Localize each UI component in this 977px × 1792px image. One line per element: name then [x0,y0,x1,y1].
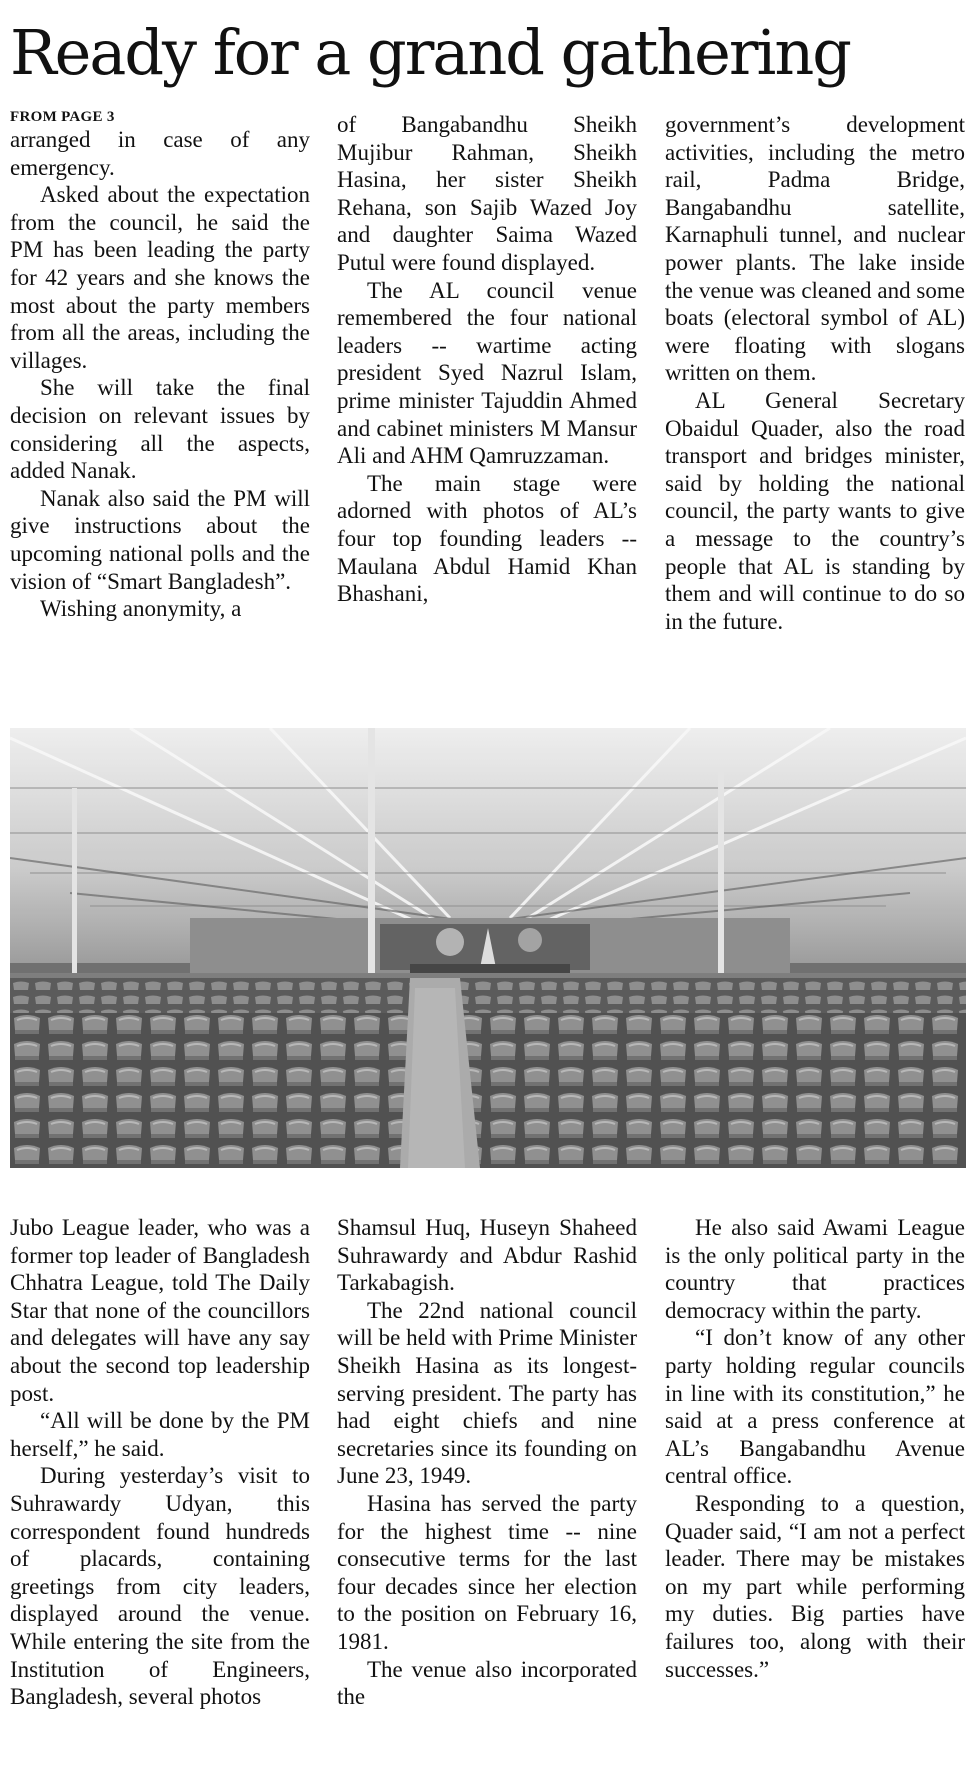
article-column-4 [10,1214,310,1711]
venue-photo-image [10,728,966,1168]
paragraph: Responding to a question, Quader said, “I am not a perfect leader. There may be mistakes on my part while performing my duties. Big parties have failures too, along with their successes.” [665,1490,965,1682]
paragraph: Shamsul Huq, Huseyn Shaheed Suhrawardy and Abdur Rashid Tarkabagish. [337,1215,637,1296]
paragraph: Nanak also said the PM will give instructions about the upcoming national polls and the vision of “Smart Bangladesh”. [10,485,310,594]
paragraph: He also said Awami League is the only political party in the country that practices democracy within the party. [665,1215,965,1323]
paragraph: The AL council venue remembered the four national leaders -- wartime acting president Syed Nazrul Islam, prime minister Tajuddin Ahmed and cabinet ministers M Mansur Ali and AHM Qamruzzaman. [337,277,637,469]
paragraph: The main stage were adorned with photos of AL’s four top founding leaders -- Maulana Abdul Hamid Khan Bhashani, [337,470,637,607]
paragraph: of Bangabandhu Sheikh Mujibur Rahman, Sheikh Hasina, her sister Sheikh Rehana, son Sajib Wazed Joy and daughter Saima Wazed Putul were found displayed. [337,112,637,275]
paragraph: The 22nd national council will be held with Prime Minister Sheikh Hasina as its longest-serving president. The party has had eight chiefs and nine secretaries since its founding on June 23, 1949. [337,1297,637,1489]
paragraph: “I don’t know of any other party holding regular councils in line with its constitution,” he said at a press conference at AL’s Bangabandhu Avenue central office. [665,1325,965,1489]
paragraph: She will take the final decision on relevant issues by considering all the aspects, added Nanak. [10,375,310,484]
article-column-1 [10,108,310,623]
paragraph: During yesterday’s visit to Suhrawardy Udyan, this correspondent found hundreds of placards, containing greetings from city leaders, displayed around the venue. While entering the site from the Institution of Engineers, Bangladesh, several photos [10,1463,310,1710]
article-column-3 [665,111,965,635]
paragraph: Hasina has served the party for the highest time -- nine consecutive terms for the last four decades since her election to the position on February 16, 1981. [337,1490,637,1654]
paragraph: Jubo League leader, who was a former top leader of Bangladesh Chhatra League, told The Daily Star that none of the councillors and delegates will have any say about the second top leadership post. [10,1215,310,1406]
article-column-2 [337,111,637,608]
page-jump-kicker: FROM PAGE 3 [10,109,115,125]
article-column-6 [665,1214,965,1683]
paragraph: The venue also incorporated the [337,1656,637,1710]
paragraph: AL General Secretary Obaidul Quader, also the road transport and bridges minister, said by holding the national council, the party wants to give a message to the country’s people that AL is standing by them and will continue to do so in the future. [665,387,965,634]
headline: Ready for a grand gathering [10,16,850,89]
paragraph: Wishing anonymity, a [40,596,242,622]
paragraph: arranged in case of any emergency. [10,127,310,180]
venue-photo [10,728,966,1168]
paragraph: “All will be done by the PM herself,” he said. [10,1408,310,1461]
article-column-5 [337,1214,637,1711]
paragraph: Asked about the expectation from the council, he said the PM has been leading the party for 42 years and she knows the most about the party members from all the areas, including the villages. [10,182,310,373]
paragraph: government’s development activities, including the metro rail, Padma Bridge, Bangabandhu satellite, Karnaphuli tunnel, and nuclear power plants. The lake inside the venue was cleaned and some boats (electoral symbol of AL) were floating with slogans written on them. [665,112,965,386]
